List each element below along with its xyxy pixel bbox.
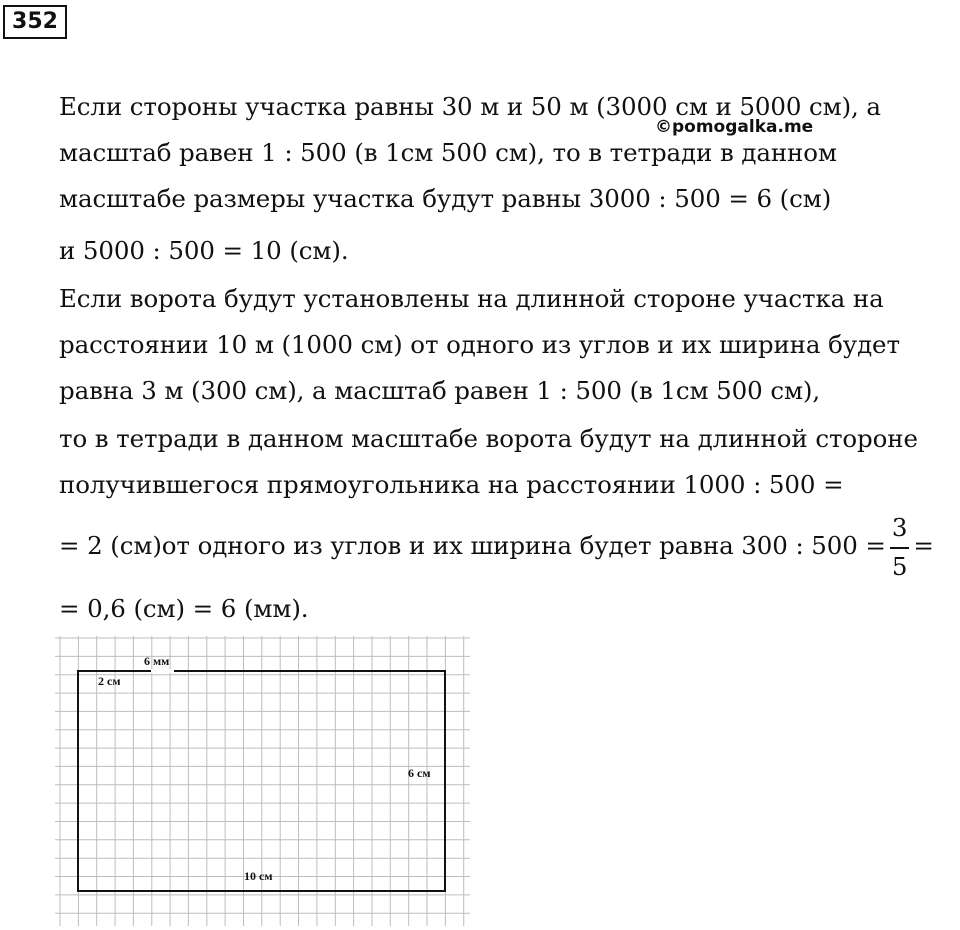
fraction-denominator: 5	[891, 551, 908, 581]
grid-drawing-svg	[55, 636, 475, 926]
text-line-5: Если ворота будут установлены на длинной стороне участка на	[59, 284, 884, 313]
text-line-2: масштаб равен 1 : 500 (в 1см 500 см), то в тетради в данном	[59, 138, 837, 167]
text-line-4: и 5000 : 500 = 10 (см).	[59, 236, 349, 265]
fraction-line-text: = 2 (см)от одного из углов и их ширина будет равна 300 : 500 =	[59, 531, 886, 560]
text-line-1: Если стороны участка равны 30 м и 50 м (3000 см и 5000 см), а	[59, 92, 881, 121]
fraction	[890, 513, 910, 581]
label-gate-width: 6 мм	[144, 654, 170, 668]
text-line-final: = 0,6 (см) = 6 (мм).	[59, 594, 309, 623]
text-line-8: то в тетради в данном масштабе ворота будут на длинной стороне	[59, 424, 918, 453]
label-gate-offset: 2 см	[98, 674, 121, 688]
text-line-9: получившегося прямоугольника на расстоянии 1000 : 500 =	[59, 470, 844, 499]
problem-number: 352	[3, 5, 67, 39]
label-side-length: 6 см	[408, 766, 431, 780]
label-bottom-length: 10 см	[244, 869, 273, 883]
text-line-6: расстоянии 10 м (1000 см) от одного из углов и их ширина будет	[59, 330, 900, 359]
fraction-line	[59, 513, 934, 581]
text-line-3: масштабе размеры участка будут равны 3000 : 500 = 6 (см)	[59, 184, 832, 213]
text-line-7: равна 3 м (300 см), а масштаб равен 1 : 500 (в 1см 500 см),	[59, 376, 821, 405]
watermark: ©pomogalka.me	[655, 117, 814, 137]
fraction-numerator: 3	[890, 516, 910, 549]
notebook-drawing	[55, 636, 475, 930]
fraction-line-end: =	[913, 531, 934, 560]
